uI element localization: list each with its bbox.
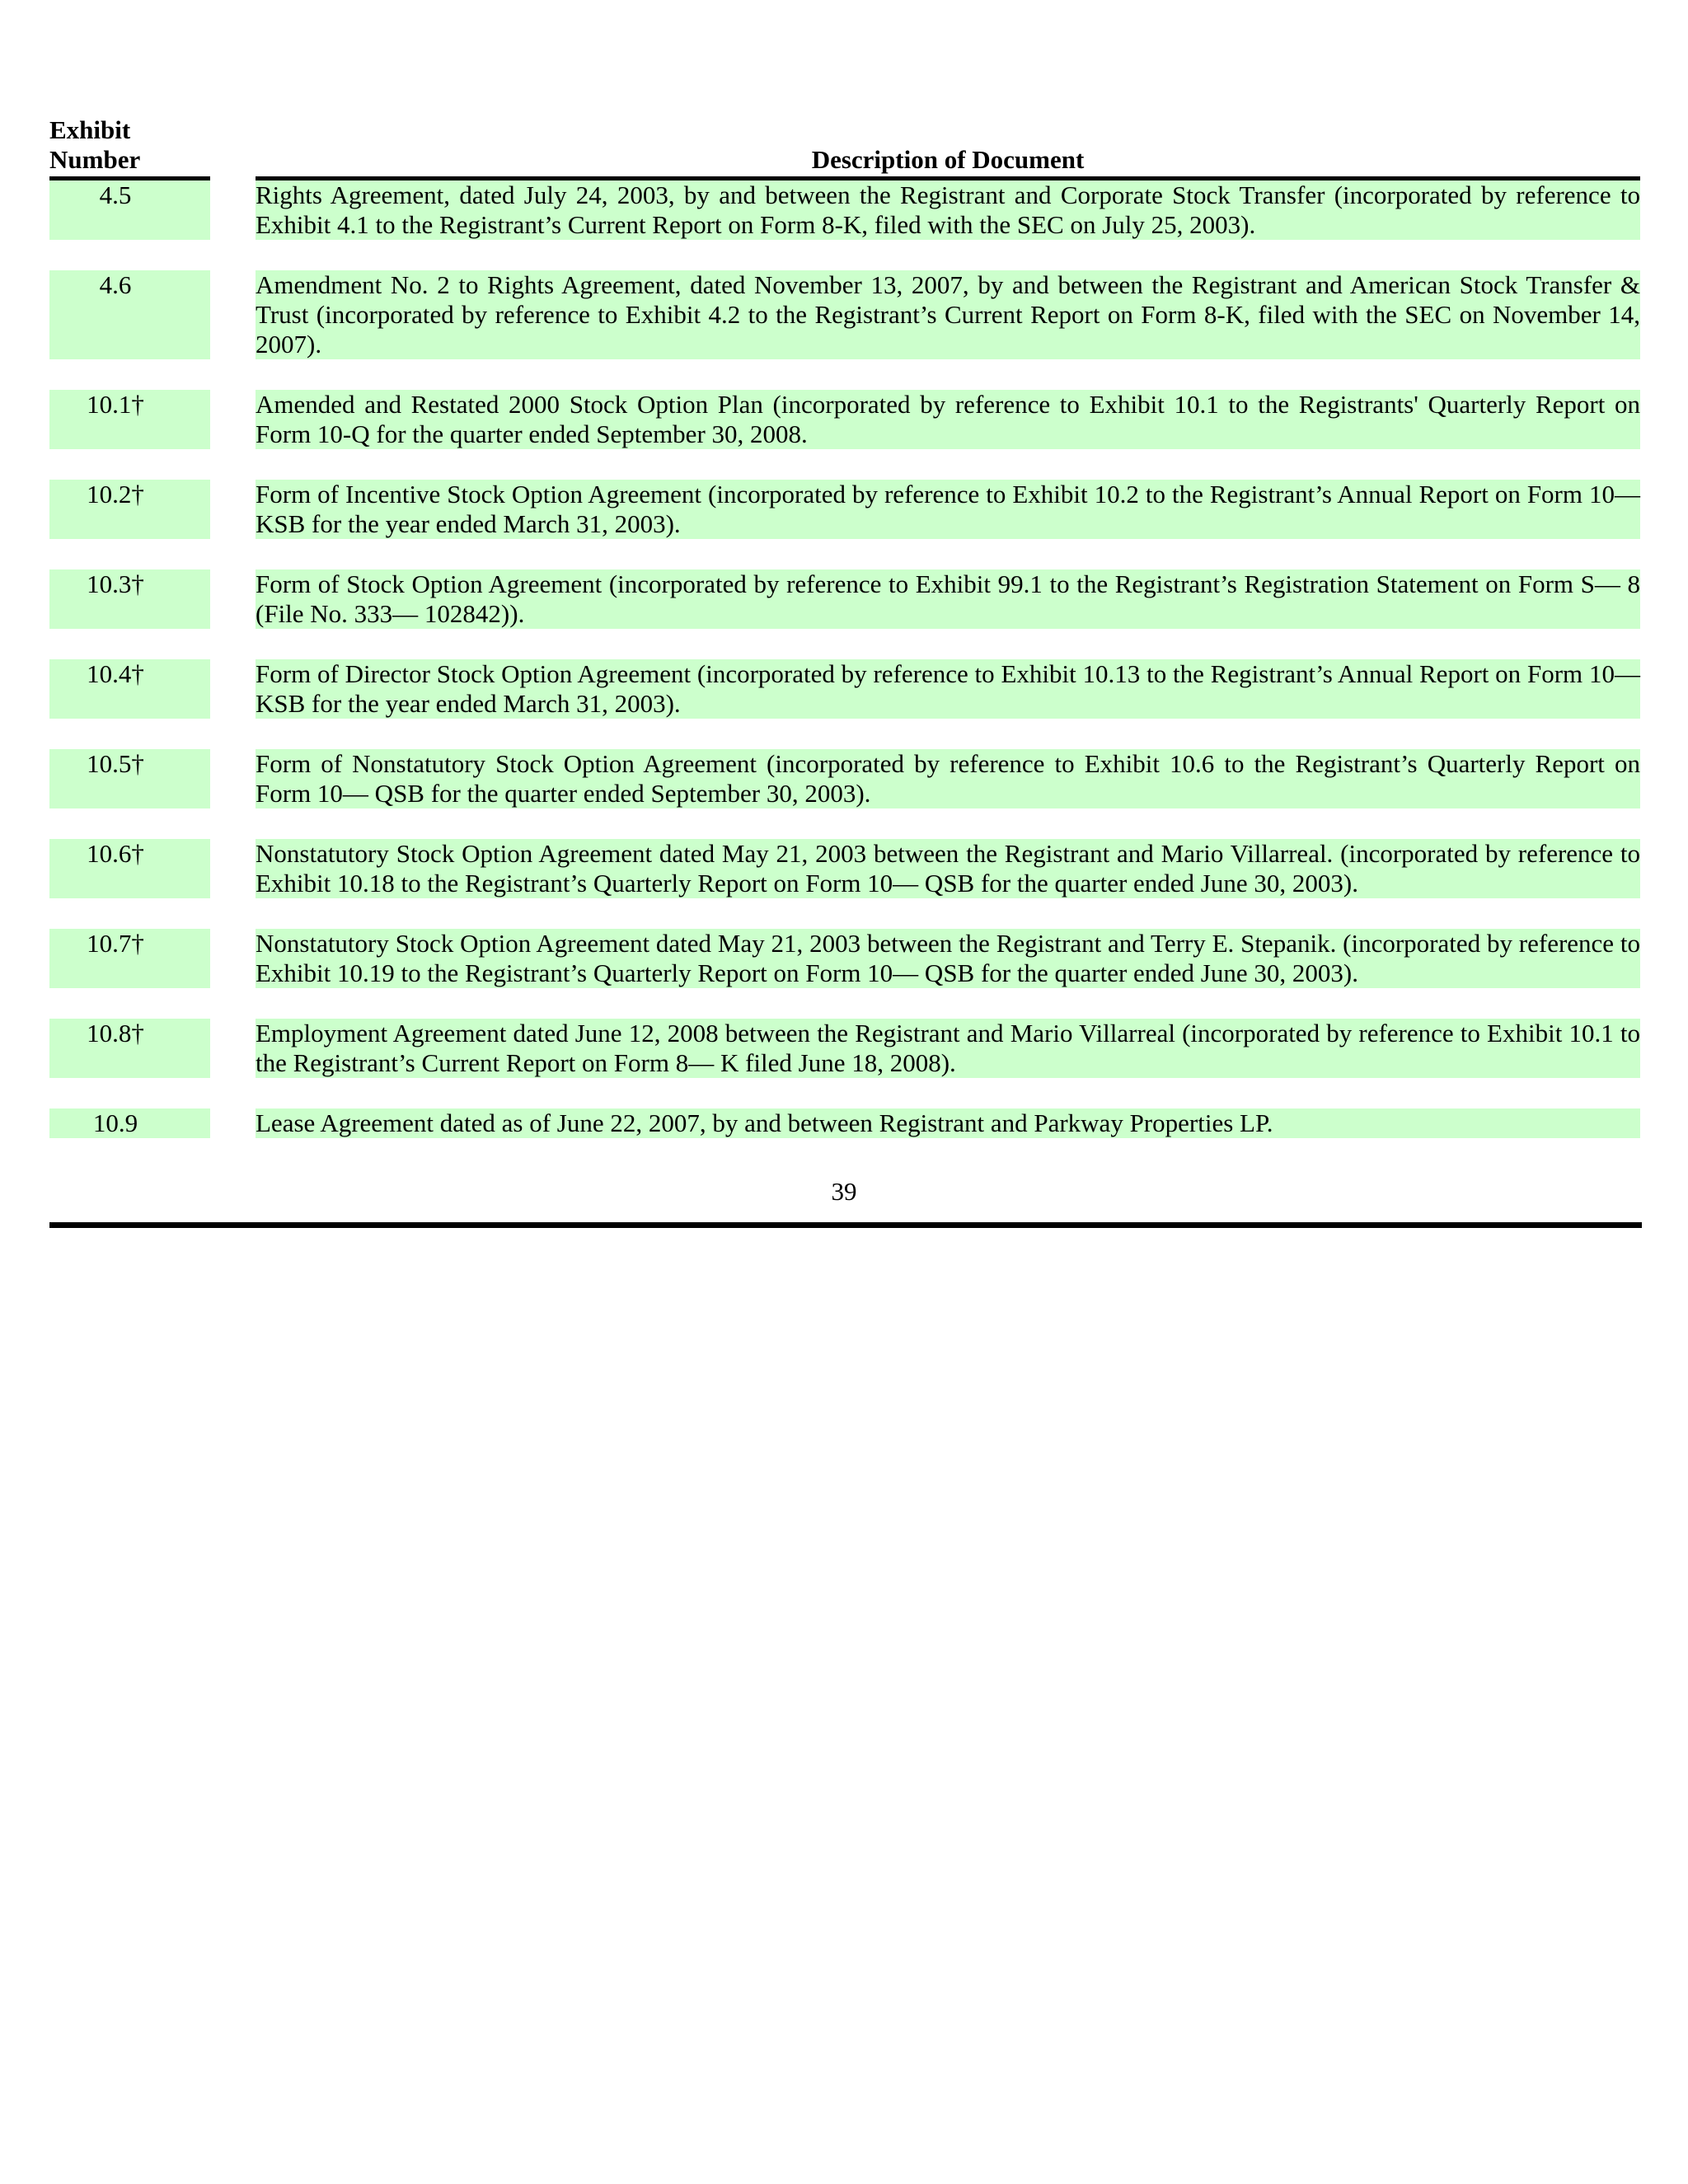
table-row [49, 270, 1640, 359]
exhibit-description: Form of Nonstatutory Stock Option Agreement (incorporated by reference to Exhibit 10.6 to the Registrant’s Quarterly Report on Form 10— QSB for the quarter ended September 30, 2003). [256, 749, 1640, 808]
exhibit-description: Nonstatutory Stock Option Agreement dated May 21, 2003 between the Registrant and Terry E. Stepanik. (incorporated by reference to Exhibit 10.19 to the Registrant’s Quarterly Report on Form 10— QSB for the quarter ended June 30, 2003). [256, 929, 1640, 987]
table-row [49, 390, 1640, 449]
exhibit-number: 10.7† [87, 929, 144, 958]
exhibit-description: Form of Incentive Stock Option Agreement (incorporated by reference to Exhibit 10.2 to the Registrant’s Annual Report on Form 10— KSB for the year ended March 31, 2003). [256, 480, 1640, 538]
exhibit-number: 10.1† [87, 390, 144, 419]
table-row [49, 569, 1640, 629]
exhibit-number: 10.2† [87, 480, 144, 509]
exhibit-description: Form of Stock Option Agreement (incorporated by reference to Exhibit 99.1 to the Registrant’s Registration Statement on Form S— 8 (File No. 333— 102842)). [256, 569, 1640, 628]
table-row [49, 1108, 1640, 1138]
column-header-exhibit-number: Exhibit Number [49, 115, 210, 180]
exhibit-description: Amended and Restated 2000 Stock Option Plan (incorporated by reference to Exhibit 10.1 to the Registrants' Quarterly Report on Form 10-Q for the quarter ended September 30, 2008. [256, 390, 1640, 448]
exhibit-number: 10.8† [87, 1019, 144, 1047]
exhibit-number: 10.6† [87, 839, 144, 868]
page-number: 39 [831, 1177, 857, 1206]
table-row [49, 480, 1640, 539]
table-row [49, 839, 1640, 898]
exhibit-description: Amendment No. 2 to Rights Agreement, dated November 13, 2007, by and between the Registrant and American Stock Transfer & Trust (incorporated by reference to Exhibit 4.2 to the Registrant’s Current Report on Form 8-K, filed with the SEC on November 14, 2007). [256, 270, 1640, 359]
exhibit-description: Rights Agreement, dated July 24, 2003, by and between the Registrant and Corporate Stock Transfer (incorporated by reference to Exhibit 4.1 to the Registrant’s Current Report on Form 8-K, filed with the SEC on July 25, 2003). [256, 180, 1640, 239]
exhibit-number: 10.5† [87, 749, 144, 778]
exhibit-description: Form of Director Stock Option Agreement (incorporated by reference to Exhibit 10.13 to the Registrant’s Annual Report on Form 10— KSB for the year ended March 31, 2003). [256, 659, 1640, 718]
exhibit-table [49, 180, 1640, 1169]
exhibit-number: 4.5 [99, 180, 132, 209]
exhibit-number: 10.9 [92, 1108, 138, 1137]
table-row [49, 1019, 1640, 1078]
exhibit-description: Employment Agreement dated June 12, 2008 between the Registrant and Mario Villarreal (incorporated by reference to Exhibit 10.1 to the Registrant’s Current Report on Form 8— K filed June 18, 2008). [256, 1019, 1640, 1077]
footer-rule [49, 1222, 1642, 1228]
table-row [49, 659, 1640, 719]
table-row [49, 180, 1640, 240]
exhibit-description: Nonstatutory Stock Option Agreement dated May 21, 2003 between the Registrant and Mario Villarreal. (incorporated by reference to Exhibit 10.18 to the Registrant’s Quarterly Report on Form 10— QSB for the quarter ended June 30, 2003). [256, 839, 1640, 898]
table-row [49, 929, 1640, 988]
table-row [49, 749, 1640, 808]
exhibit-number: 4.6 [99, 270, 132, 299]
exhibit-description: Lease Agreement dated as of June 22, 2007, by and between Registrant and Parkway Properties LP. [256, 1108, 1273, 1137]
exhibit-number: 10.4† [87, 659, 144, 688]
column-header-description: Description of Document [256, 145, 1640, 180]
exhibit-number: 10.3† [87, 569, 144, 598]
